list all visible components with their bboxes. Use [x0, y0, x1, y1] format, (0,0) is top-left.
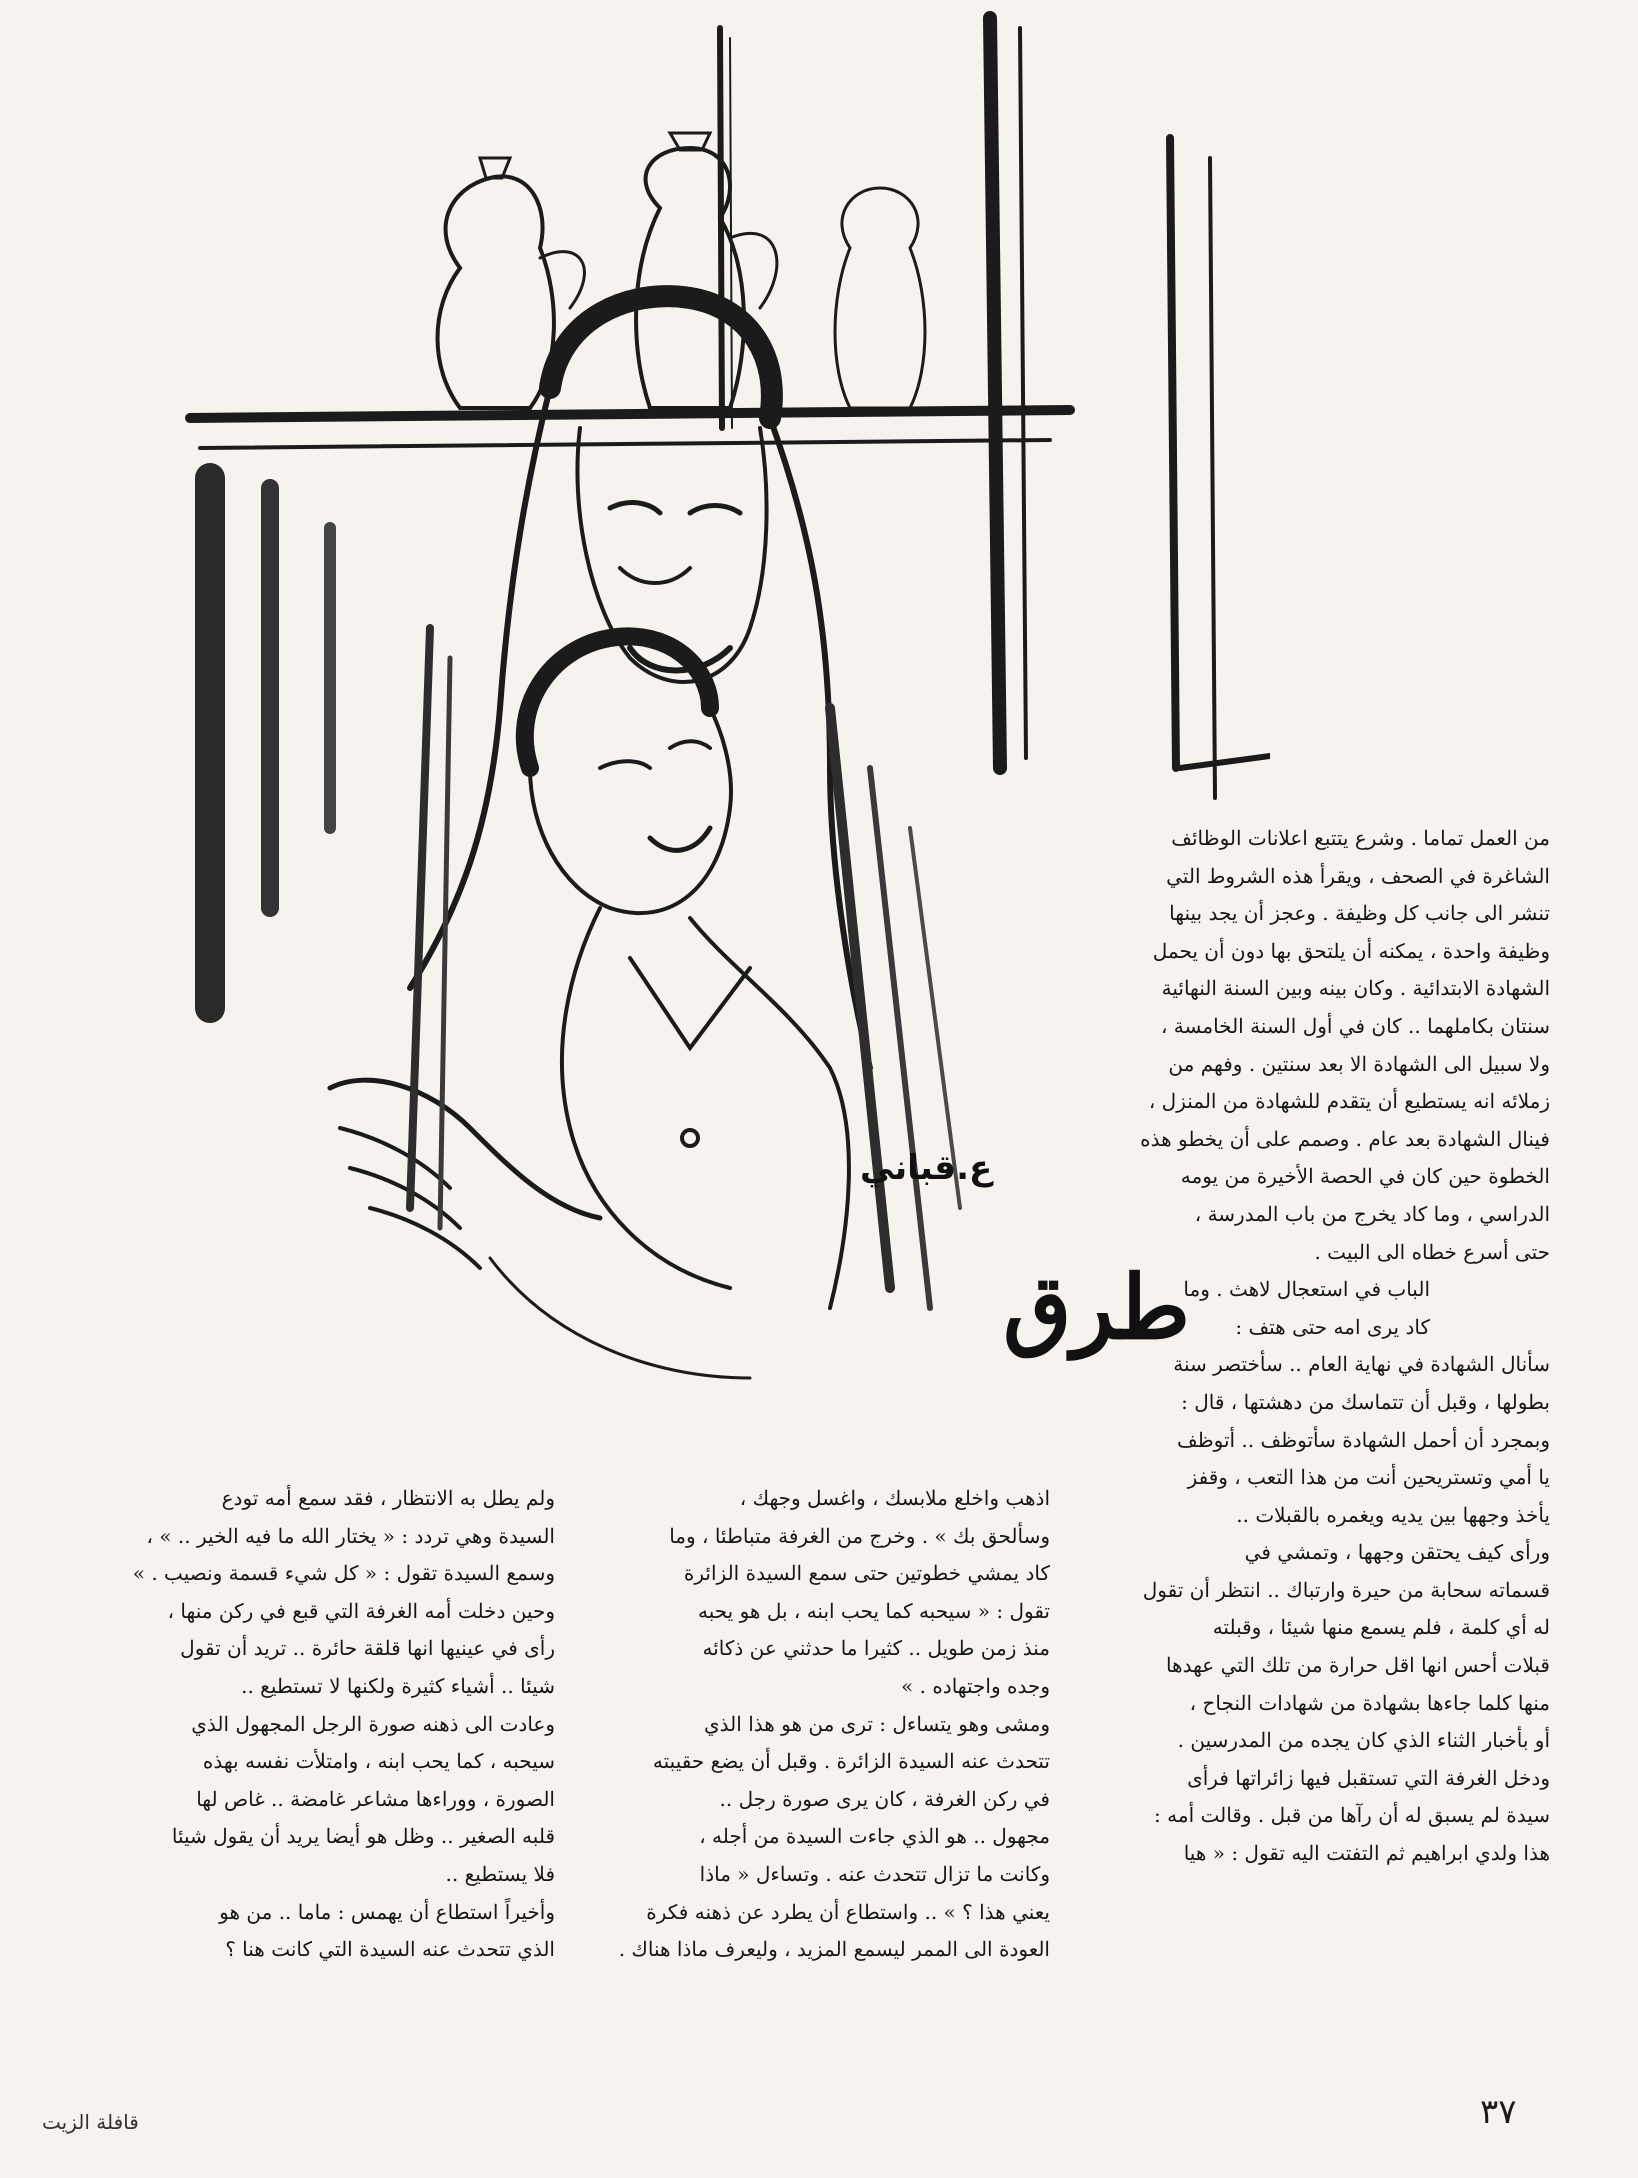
paragraph [565, 1480, 1050, 1969]
text-line: السيدة وهي تردد : « يختار الله ما فيه الخير .. » ، [146, 1523, 555, 1548]
text-line: وكانت ما تزال تتحدث عنه . وتساءل « ماذا [699, 1861, 1050, 1886]
text-line: وعادت الى ذهنه صورة الرجل المجهول الذي [191, 1711, 555, 1736]
text-line: اذهب واخلع ملابسك ، واغسل وجهك ، [739, 1486, 1050, 1510]
text-column-right [1003, 820, 1550, 1873]
text-line: ولم يطل به الانتظار ، فقد سمع أمه تودع [221, 1486, 555, 1510]
text-column-left [50, 1480, 555, 1969]
text-line: وبمجرد أن أحمل الشهادة سأتوظف .. أتوظف [1176, 1427, 1550, 1452]
artist-signature: ع.قباني [860, 1148, 993, 1188]
text-line: سأنال الشهادة في نهاية العام .. سأختصر سنة [1173, 1352, 1550, 1377]
text-column-middle [565, 1480, 1050, 1969]
text-line: وسألحق بك » . وخرج من الغرفة متباطئا ، وما [669, 1523, 1050, 1548]
text-line: حتى أسرع خطاه الى البيت . [1314, 1239, 1550, 1264]
text-line: مجهول .. هو الذي جاءت السيدة من أجله ، [699, 1824, 1050, 1849]
text-line: سيحبه ، كما يحب ابنه ، وامتلأت نفسه بهذه [202, 1749, 555, 1774]
text-line: الدراسي ، وما كاد يخرج من باب المدرسة ، [1194, 1201, 1550, 1226]
paragraph [50, 1480, 555, 1969]
text-line: شيئا .. أشياء كثيرة ولكنها لا تستطيع .. [241, 1673, 555, 1698]
text-line: ومشى وهو يتساءل : ترى من هو هذا الذي [704, 1711, 1050, 1736]
text-line: قسماته سحابة من حيرة وارتباك .. انتظر أن تقول [1142, 1577, 1550, 1602]
text-line: العودة الى الممر ليسمع المزيد ، وليعرف ماذا هناك . [618, 1937, 1050, 1962]
text-line: فلا يستطيع .. [445, 1861, 555, 1886]
text-line: كاد يرى امه حتى هتف : [1235, 1314, 1430, 1339]
text-line: سيدة لم يسبق له أن رآها من قبل . وقالت أمه : [1154, 1803, 1550, 1828]
text-line: فينال الشهادة بعد عام . وصمم على أن يخطو هذه [1140, 1126, 1550, 1151]
text-line: ورأى كيف يحتقن وجهها ، وتمشي في [1244, 1540, 1550, 1565]
text-line: الذي تتحدث عنه السيدة التي كانت هنا ؟ [225, 1937, 555, 1962]
text-line: الباب في استعجال لاهث . وما [1183, 1277, 1430, 1302]
text-line: الشهادة الابتدائية . وكان بينه وبين السنة النهائية [1161, 976, 1550, 1001]
text-line: بطولها ، وقبل أن تتماسك من دهشتها ، قال : [1181, 1389, 1550, 1414]
text-line: وجده واجتهاده . » [901, 1673, 1050, 1698]
text-line: تتحدث عنه السيدة الزائرة . وقبل أن يضع حقيبته [652, 1749, 1050, 1774]
text-line: وأخيراً استطاع أن يهمس : ماما .. من هو [219, 1899, 555, 1924]
text-line: وحين دخلت أمه الغرفة التي قبع في ركن منها ، [167, 1598, 555, 1623]
text-line: الشاغرة في الصحف ، ويقرأ هذه الشروط التي [1166, 863, 1550, 888]
text-line: كاد يمشي خطوتين حتى سمع السيدة الزائرة [683, 1561, 1050, 1586]
text-line: رأى في عينيها انها قلقة حائرة .. تريد أن تقول [180, 1636, 555, 1661]
text-line: يعني هذا ؟ » .. واستطاع أن يطرد عن ذهنه فكرة [646, 1899, 1050, 1924]
text-line: سنتان بكاملهما .. كان في أول السنة الخامسة ، [1160, 1013, 1550, 1038]
text-line: قلبه الصغير .. وظل هو أيضا يريد أن يقول شيئا [171, 1824, 555, 1849]
text-line: زملائه انه يستطيع أن يتقدم للشهادة من المنزل ، [1148, 1089, 1550, 1114]
text-line: وظيفة واحدة ، يمكنه أن يلتحق بها دون أن يحمل [1152, 938, 1550, 963]
text-line: ودخل الغرفة التي تستقبل فيها زائراتها فرأى [1187, 1765, 1550, 1790]
text-line: وسمع السيدة تقول : « كل شيء قسمة ونصيب . » [132, 1561, 555, 1586]
text-line: يا أمي وتستريحين أنت من هذا التعب ، وقفز [1187, 1465, 1550, 1490]
text-line: ولا سبيل الى الشهادة الا بعد سنتين . وفهم من [1168, 1051, 1550, 1076]
text-line: منذ زمن طويل .. كثيرا ما حدثني عن ذكائه [702, 1636, 1050, 1661]
dropcap: طرق [1003, 1255, 1190, 1360]
dropcap-block [1003, 1255, 1550, 1360]
text-line: الخطوة حين كان في الحصة الأخيرة من يومه [1180, 1164, 1550, 1189]
text-line: من العمل تماما . وشرع يتتبع اعلانات الوظائف [1171, 826, 1550, 850]
paragraph [1080, 1346, 1550, 1872]
text-line: في ركن الغرفة ، كان يرى صورة رجل .. [719, 1786, 1050, 1811]
text-line: تنشر الى جانب كل وظيفة . وعجز أن يجد بينها [1169, 901, 1550, 926]
paragraph [1080, 820, 1550, 1271]
text-line: الصورة ، ووراءها مشاعر غامضة .. غاص لها [196, 1786, 555, 1811]
text-line: قبلات أحس انها اقل حرارة من تلك التي عهدها [1165, 1653, 1550, 1678]
text-line: له أي كلمة ، فلم يسمع منها شيئا ، وقبلته [1212, 1615, 1550, 1640]
text-line: تقول : « سيحبه كما يحب ابنه ، بل هو يحبه [697, 1598, 1050, 1623]
magazine-name: قافلة الزيت [42, 2110, 139, 2134]
page-number: ٣٧ [1480, 2092, 1517, 2132]
text-line: منها كلما جاءها بشهادة من شهادات النجاح ، [1189, 1690, 1550, 1715]
text-line: يأخذ وجهها بين يديه ويغمره بالقبلات .. [1236, 1502, 1550, 1527]
text-line: أو بأخبار الثناء الذي كان يجده من المدرسين . [1177, 1728, 1550, 1753]
text-line: هذا ولدي ابراهيم ثم التفتت اليه تقول : « هيا [1183, 1841, 1550, 1866]
